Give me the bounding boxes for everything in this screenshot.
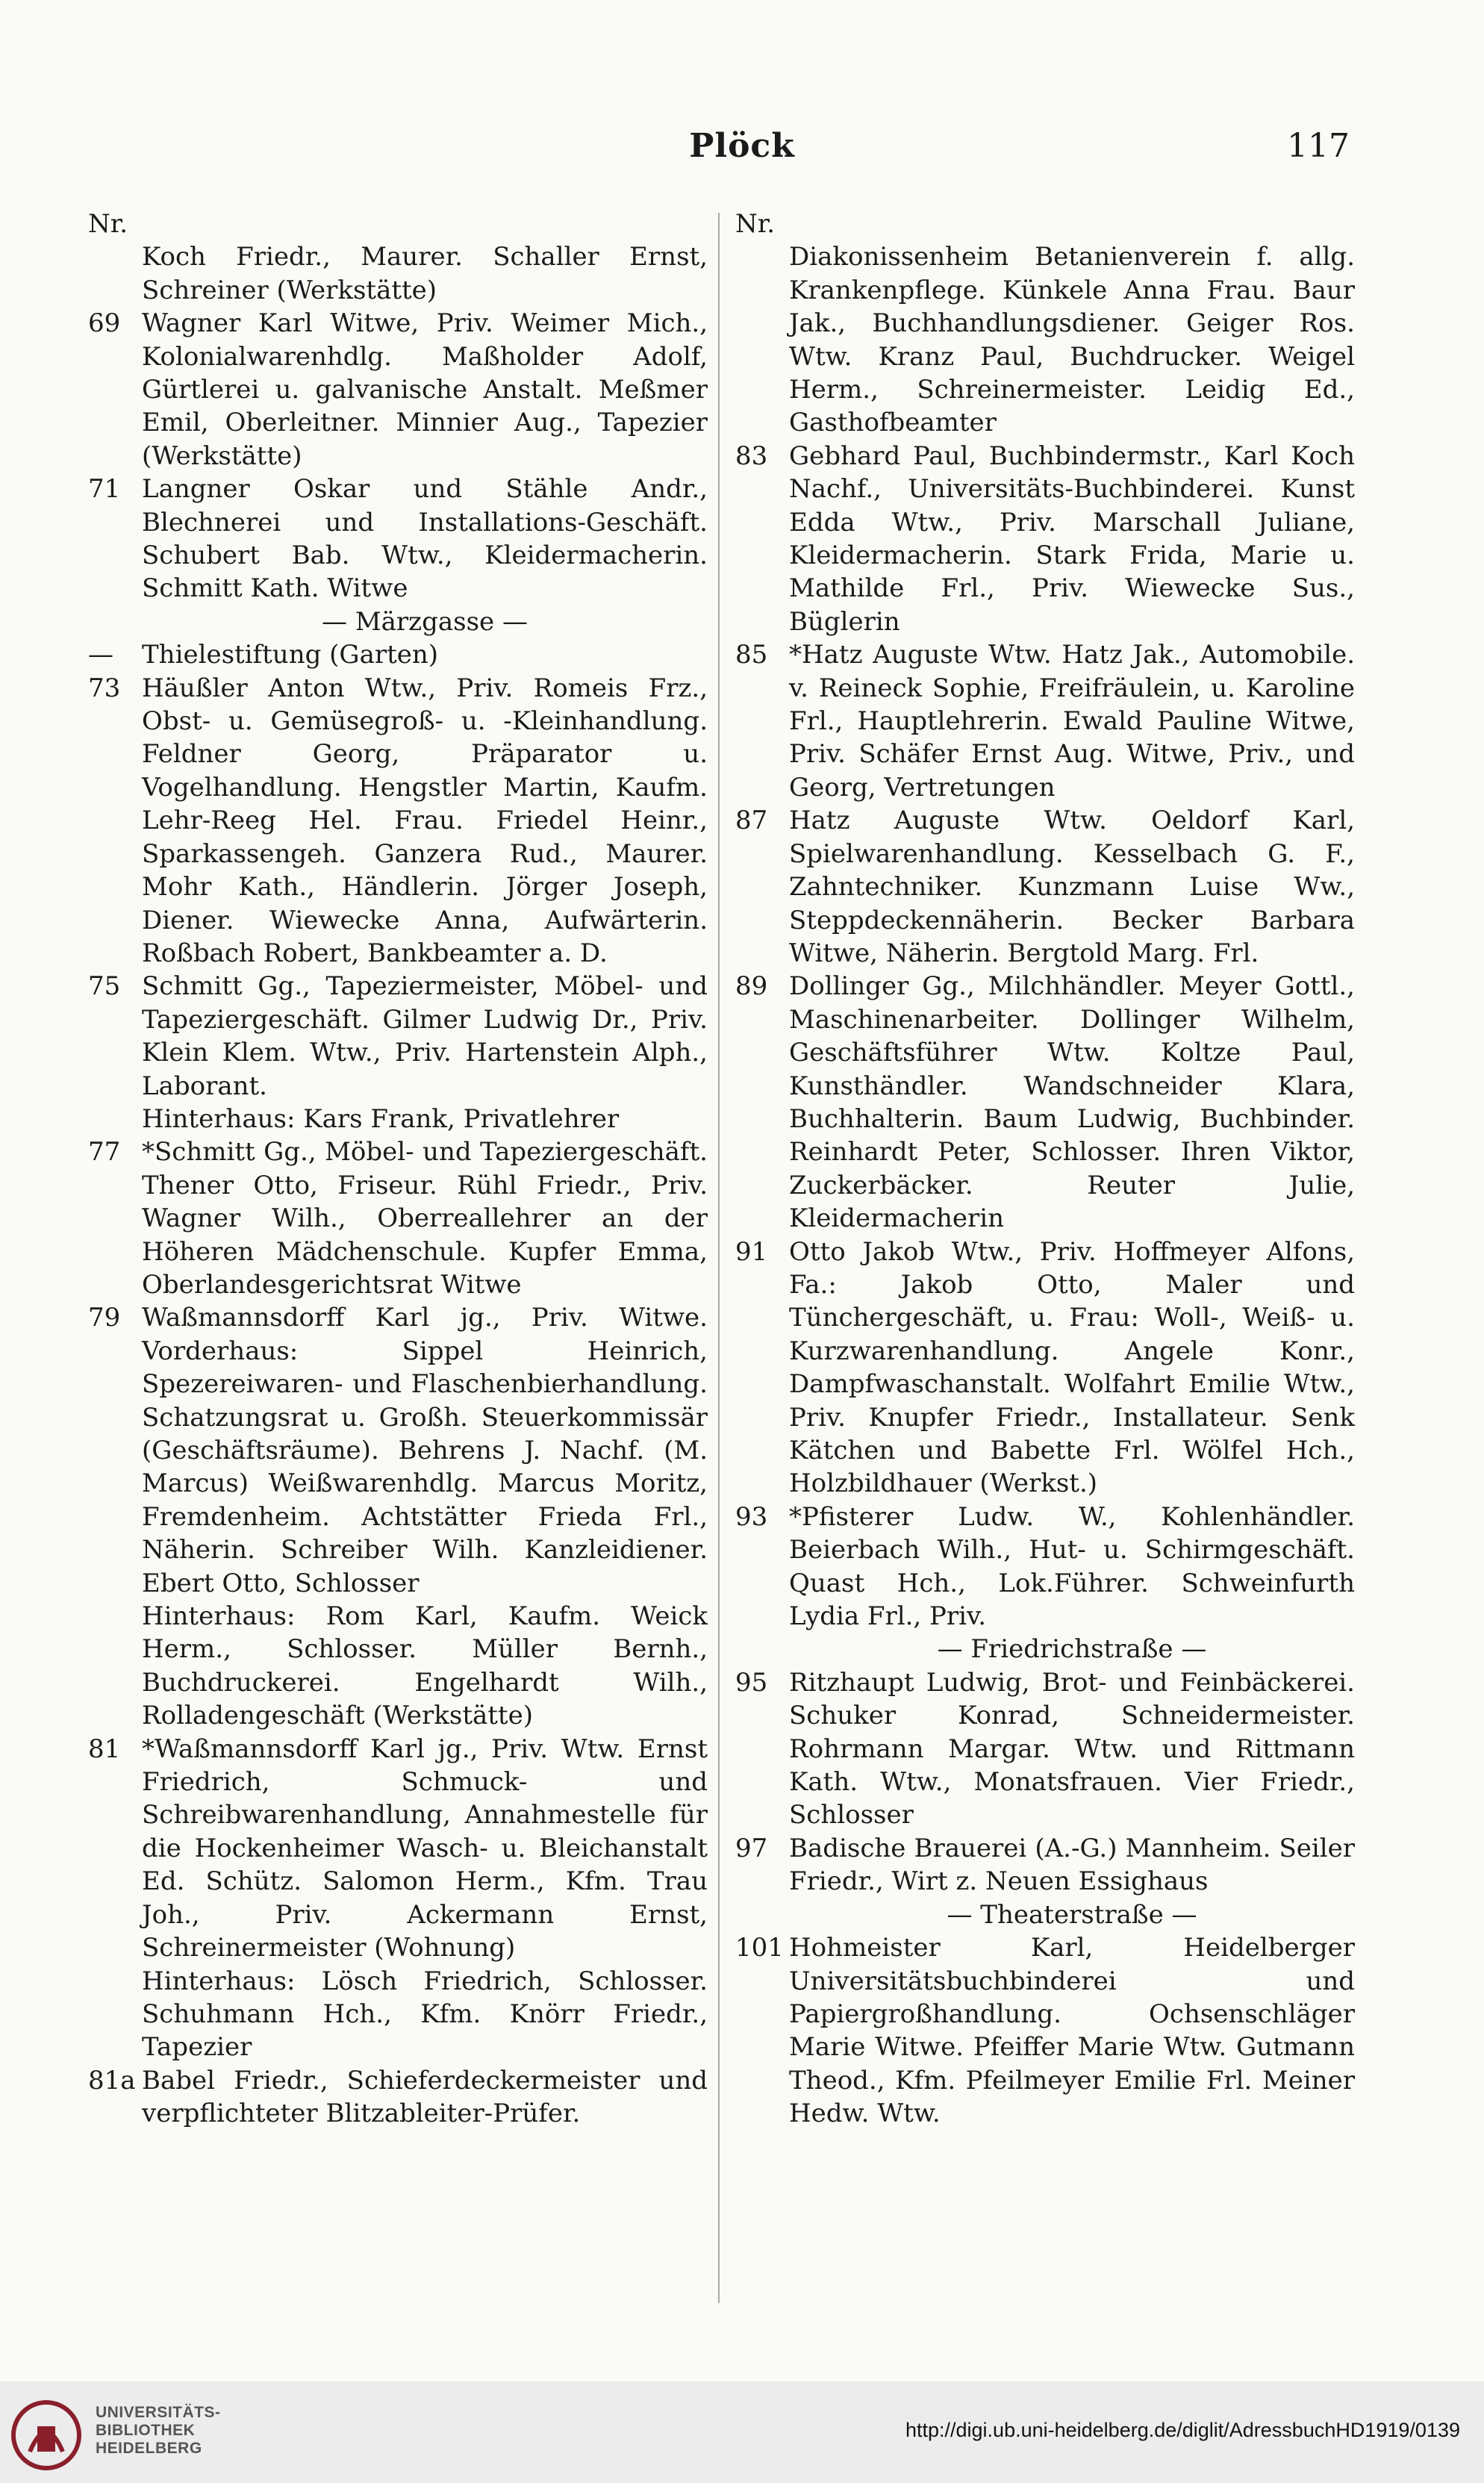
library-name-line: UNIVERSITÄTS- — [96, 2404, 221, 2421]
house-number: 75 — [88, 971, 121, 1002]
house-number: 79 — [88, 1303, 121, 1333]
house-number: 77 — [88, 1137, 121, 1168]
address-entry — [88, 2064, 708, 2131]
heading-text: — Märzgasse — — [322, 606, 528, 637]
entry-text: *Pfisterer Ludw. W., Kohlenhändler. Beierbach Wilh., Hut- u. Schirmgeschäft. Quast Hch., Lok.Führer. Schweinfurth Lydia Frl., Priv. — [789, 1501, 1355, 1632]
house-number: 85 — [735, 640, 768, 670]
house-number: 69 — [88, 308, 121, 339]
entry-text: Ritzhaupt Ludwig, Brot- und Feinbäckerei. Schuker Konrad, Schneidermeister. Rohrmann Margar. Wtw. und Rittmann Kath. Wtw., Monatsfrauen. Vier Friedr., Schlosser — [789, 1667, 1355, 1831]
heading-text: — Friedrichstraße — — [937, 1634, 1207, 1665]
entry-text: *Waßmannsdorff Karl jg., Priv. Wtw. Ernst Friedrich, Schmuck- und Schreibwarenhandlung, Annahmestelle für die Hockenheimer Wasch- u. Bleichanstalt Ed. Schütz. Salomon Herm., Kfm. Trau Joh., Priv. Ackermann Ernst, Schreinermeister (Wohnung) — [142, 1733, 708, 1963]
house-number: 93 — [735, 1501, 768, 1532]
left-column-label: Nr. — [88, 209, 128, 239]
entry-text: Koch Friedr., Maurer. Schaller Ernst, Schreiner (Werkstätte) — [142, 242, 708, 305]
address-entry — [735, 1236, 1355, 1501]
entry-text: Diakonissenheim Betanienverein f. allg. Krankenpflege. Künkele Anna Frau. Baur Jak., Buchhandlungsdiener. Geiger Ros. Wtw. Kranz Paul, Buchdrucker. Weigel Herm., Schreinermeister. Leidig Ed., Gasthofbeamter — [789, 242, 1355, 438]
address-entry — [88, 970, 708, 1103]
address-entry — [735, 1666, 1355, 1832]
house-number: 81 — [88, 1733, 121, 1764]
address-entry — [735, 804, 1355, 970]
house-number: 91 — [735, 1236, 768, 1267]
street-crossing-heading — [735, 1898, 1355, 1931]
entry-text: Schmitt Gg., Tapeziermeister, Möbel- und Tapeziergeschäft. Gilmer Ludwig Dr., Priv. Klein Klem. Wtw., Priv. Hartenstein Alph., Laborant. — [142, 971, 708, 1101]
house-number: 73 — [88, 673, 121, 703]
address-entry — [88, 638, 708, 671]
university-library-logo-icon — [7, 2398, 90, 2473]
address-entry — [735, 1501, 1355, 1633]
address-entry — [735, 440, 1355, 638]
entry-text: Hinterhaus: Rom Karl, Kaufm. Weick Herm., Schlosser. Müller Bernh., Buchdruckerei. Engelhardt Wilh., Rolladengeschäft (Werkstätte) — [142, 1601, 708, 1731]
house-number: 89 — [735, 971, 768, 1002]
street-crossing-heading — [735, 1633, 1355, 1666]
library-name-line: BIBLIOTHEK — [96, 2422, 196, 2439]
house-number: 95 — [735, 1667, 768, 1698]
entry-text: Hohmeister Karl, Heidelberger Universitätsbuchbinderei und Papiergroßhandlung. Ochsenschläger Marie Witwe. Pfeiffer Marie Wtw. Gutmann Theod., Kfm. Pfeilmeyer Emilie Frl. Meiner Hedw. Wtw. — [789, 1933, 1355, 2129]
address-entry — [88, 1103, 708, 1135]
entry-text: *Hatz Auguste Wtw. Hatz Jak., Automobile. v. Reineck Sophie, Freifräulein, u. Karoline Frl., Hauptlehrerin. Ewald Pauline Witwe, Priv. Schäfer Ernst Aug. Witwe, Priv., und Georg, Vertretungen — [789, 640, 1355, 803]
house-number: 87 — [735, 806, 768, 836]
address-entry — [735, 1832, 1355, 1898]
page-number: 117 — [1287, 127, 1350, 165]
heading-text: — Theaterstraße — — [947, 1899, 1197, 1930]
entry-text: Badische Brauerei (A.-G.) Mannheim. Seiler Friedr., Wirt z. Neuen Essighaus — [789, 1833, 1355, 1897]
house-number: 71 — [88, 474, 121, 505]
right-column-label: Nr. — [735, 209, 776, 239]
address-entry — [735, 240, 1355, 439]
entry-text: *Schmitt Gg., Möbel- und Tapeziergeschäft. Thener Otto, Friseur. Rühl Friedr., Priv. Wagner Wilh., Oberreallehrer an der Höheren Mädchenschule. Kupfer Emma, Oberlandesgerichtsrat Witwe — [142, 1137, 708, 1300]
address-entry — [88, 307, 708, 473]
entry-text: Hinterhaus: Lösch Friedrich, Schlosser. Schuhmann Hch., Kfm. Knörr Friedr., Tapezier — [142, 1966, 708, 2063]
address-entry — [88, 672, 708, 971]
entry-text: Langner Oskar und Stähle Andr., Blechnerei und Installations-Geschäft. Schubert Bab. Wtw., Kleidermacherin. Schmitt Kath. Witwe — [142, 474, 708, 604]
footer-bar — [0, 2381, 1484, 2483]
house-number: — — [88, 640, 113, 670]
address-entry — [88, 240, 708, 307]
left-column — [88, 208, 708, 2131]
entry-text: Babel Friedr., Schieferdeckermeister und verpflichteter Blitzableiter-Prüfer. — [142, 2065, 708, 2129]
house-number: 83 — [735, 440, 768, 471]
library-name-line: HEIDELBERG — [96, 2440, 202, 2457]
entry-text: Hinterhaus: Kars Frank, Privatlehrer — [142, 1103, 620, 1134]
address-entry — [88, 1301, 708, 1600]
entry-text: Dollinger Gg., Milchhändler. Meyer Gottl., Maschinenarbeiter. Dollinger Wilhelm, Geschäftsführer Wtw. Koltze Paul, Kunsthändler. Wandschneider Klara, Buchhalterin. Baum Ludwig, Buchbinder. Reinhardt Peter, Schlosser. Ihren Viktor, Zuckerbäcker. Reuter Julie, Kleidermacherin — [789, 971, 1355, 1234]
entry-text: Thielestiftung (Garten) — [142, 640, 439, 670]
entry-text: Häußler Anton Wtw., Priv. Romeis Frz., Obst- u. Gemüsegroß- u. -Kleinhandlung. Feldner Georg, Präparator u. Vogelhandlung. Hengstler Martin, Kaufm. Lehr-Reeg Hel. Frau. Friedel Heinr., Sparkassengeh. Ganzera Rud., Maurer. Mohr Kath., Händlerin. Jörger Joseph, Diener. Wiewecke Anna, Aufwärterin. Roßbach Robert, Bankbeamter a. D. — [142, 673, 708, 968]
street-title: Plöck — [689, 127, 795, 165]
address-entry — [88, 1965, 708, 2064]
page-header — [0, 127, 1484, 179]
house-number: 97 — [735, 1833, 768, 1863]
street-crossing-heading — [88, 605, 708, 638]
right-column — [735, 208, 1355, 2131]
source-url-link[interactable]: http://digi.ub.uni-heidelberg.de/diglit/AdressbuchHD1919/0139 — [905, 2419, 1460, 2441]
entry-text: Gebhard Paul, Buchbindermstr., Karl Koch Nachf., Universitäts-Buchbinderei. Kunst Edda Wtw., Priv. Marschall Juliane, Kleidermacherin. Stark Frida, Marie u. Mathilde Frl., Priv. Wiewecke Sus., Büglerin — [789, 440, 1355, 637]
address-entry — [735, 638, 1355, 804]
column-divider — [718, 213, 720, 2303]
address-entry — [735, 1931, 1355, 2130]
entry-text: Waßmannsdorff Karl jg., Priv. Witwe. Vorderhaus: Sippel Heinrich, Spezereiwaren- und Flaschenbierhandlung. Schatzungsrat u. Großh. Steuerkommissär (Geschäftsräume). Behrens J. Nachf. (M. Marcus) Weißwarenhdlg. Marcus Moritz, Fremdenheim. Achtstätter Frieda Frl., Näherin. Schreiber Wilh. Kanzleidiener. Ebert Otto, Schlosser — [142, 1303, 708, 1598]
address-entry — [88, 1600, 708, 1733]
entry-text: Hatz Auguste Wtw. Oeldorf Karl, Spielwarenhandlung. Kesselbach G. F., Zahntechniker. Kunzmann Luise Ww., Steppdeckennäherin. Becker Barbara Witwe, Näherin. Bergtold Marg. Frl. — [789, 806, 1355, 968]
address-entry — [88, 1135, 708, 1301]
address-entry — [88, 473, 708, 605]
address-entry — [735, 970, 1355, 1235]
address-entry — [88, 1733, 708, 1965]
library-name — [96, 2404, 221, 2458]
entry-text: Otto Jakob Wtw., Priv. Hoffmeyer Alfons, Fa.: Jakob Otto, Maler und Tünchergeschäft, u. Frau: Woll-, Weiß- u. Kurzwarenhandlung. Angele Konr., Dampfwaschanstalt. Wolfahrt Emilie Wtw., Priv. Knupfer Friedr., Installateur. Senk Kätchen und Babette Frl. Wölfel Hch., Holzbildhauer (Werkst.) — [789, 1236, 1355, 1499]
house-number: 81a — [88, 2065, 136, 2096]
house-number: 101 — [735, 1933, 784, 1963]
entry-text: Wagner Karl Witwe, Priv. Weimer Mich., Kolonialwarenhdlg. Maßholder Adolf, Gürtlerei u. galvanische Anstalt. Meßmer Emil, Oberleitner. Minnier Aug., Tapezier (Werkstätte) — [142, 308, 708, 471]
